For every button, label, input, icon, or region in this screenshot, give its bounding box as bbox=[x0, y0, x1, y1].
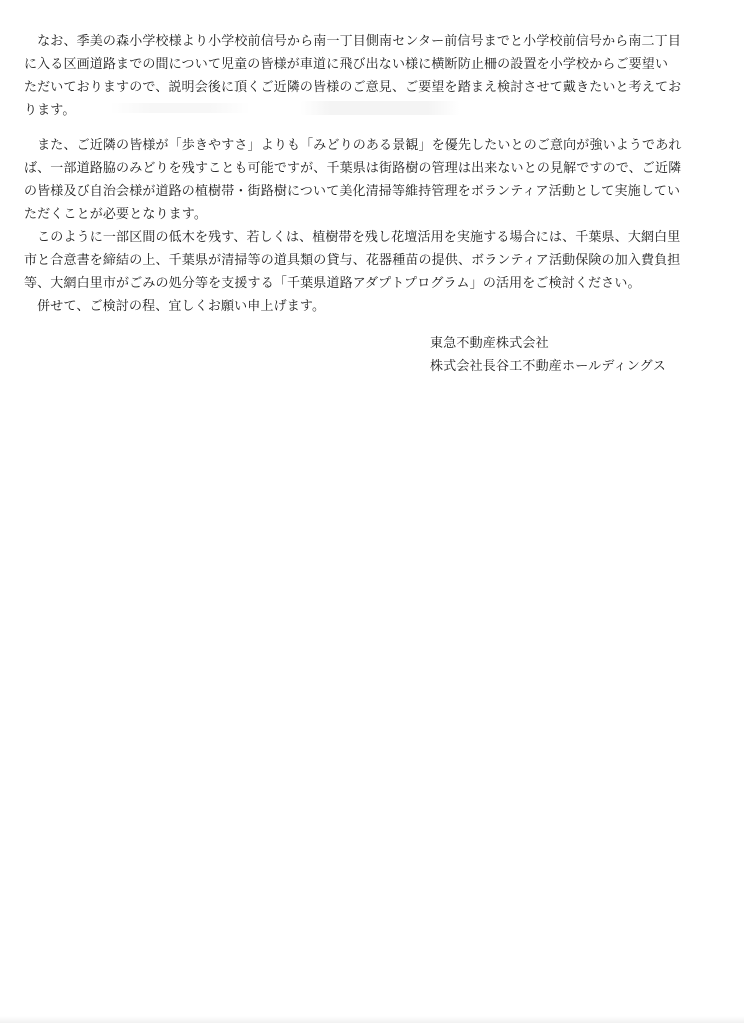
body-text-line: なお、季美の森小学校様より小学校前信号から南一丁目側南センター前信号までと小学校前信号から南二丁目 bbox=[24, 34, 681, 49]
scan-edge bbox=[0, 1016, 744, 1023]
body-text-line: 市と合意書を締結の上、千葉県が清掃等の道具類の貸与、花器種苗の提供、ボランティア活動保険の加入費負担 bbox=[24, 253, 681, 268]
body-text-line: 等、大網白里市がごみの処分等を支援する「千葉県道路アダプトプログラム」の活用をご検討ください。 bbox=[24, 276, 641, 291]
signature-company-2: 株式会社長谷工不動産ホールディングス bbox=[430, 359, 666, 374]
body-text-line: の皆様及び自治会様が道路の植樹帯・街路樹について美化清掃等維持管理をボランティア活動として実施してい bbox=[24, 184, 681, 199]
body-text-line: ります。 bbox=[24, 103, 76, 118]
body-text-line: 併せて、ご検討の程、宜しくお願い申上げます。 bbox=[24, 299, 326, 314]
body-text-line: ば、一部道路脇のみどりを残すことも可能ですが、千葉県は街路樹の管理は出来ないとの見解ですので、ご近隣 bbox=[24, 161, 682, 176]
body-text-line: に入る区画道路までの間について児童の皆様が車道に飛び出ない様に横断防止柵の設置を小学校からご要望い bbox=[24, 57, 669, 72]
body-text-line: このように一部区間の低木を残す、若しくは、植樹帯を残し花壇活用を実施する場合には、千葉県、大網白里 bbox=[24, 230, 681, 245]
body-text-line: また、ご近隣の皆様が「歩きやすさ」よりも「みどりのある景観」を優先したいとのご意向が強いようであれ bbox=[24, 138, 682, 153]
body-text-line: ただくことが必要となります。 bbox=[24, 207, 208, 222]
signature-company-1: 東急不動産株式会社 bbox=[430, 336, 549, 351]
body-text-line: ただいておりますので、説明会後に頂くご近隣の皆様のご意見、ご要望を踏まえ検討させて戴きたいと考えてお bbox=[24, 80, 682, 95]
